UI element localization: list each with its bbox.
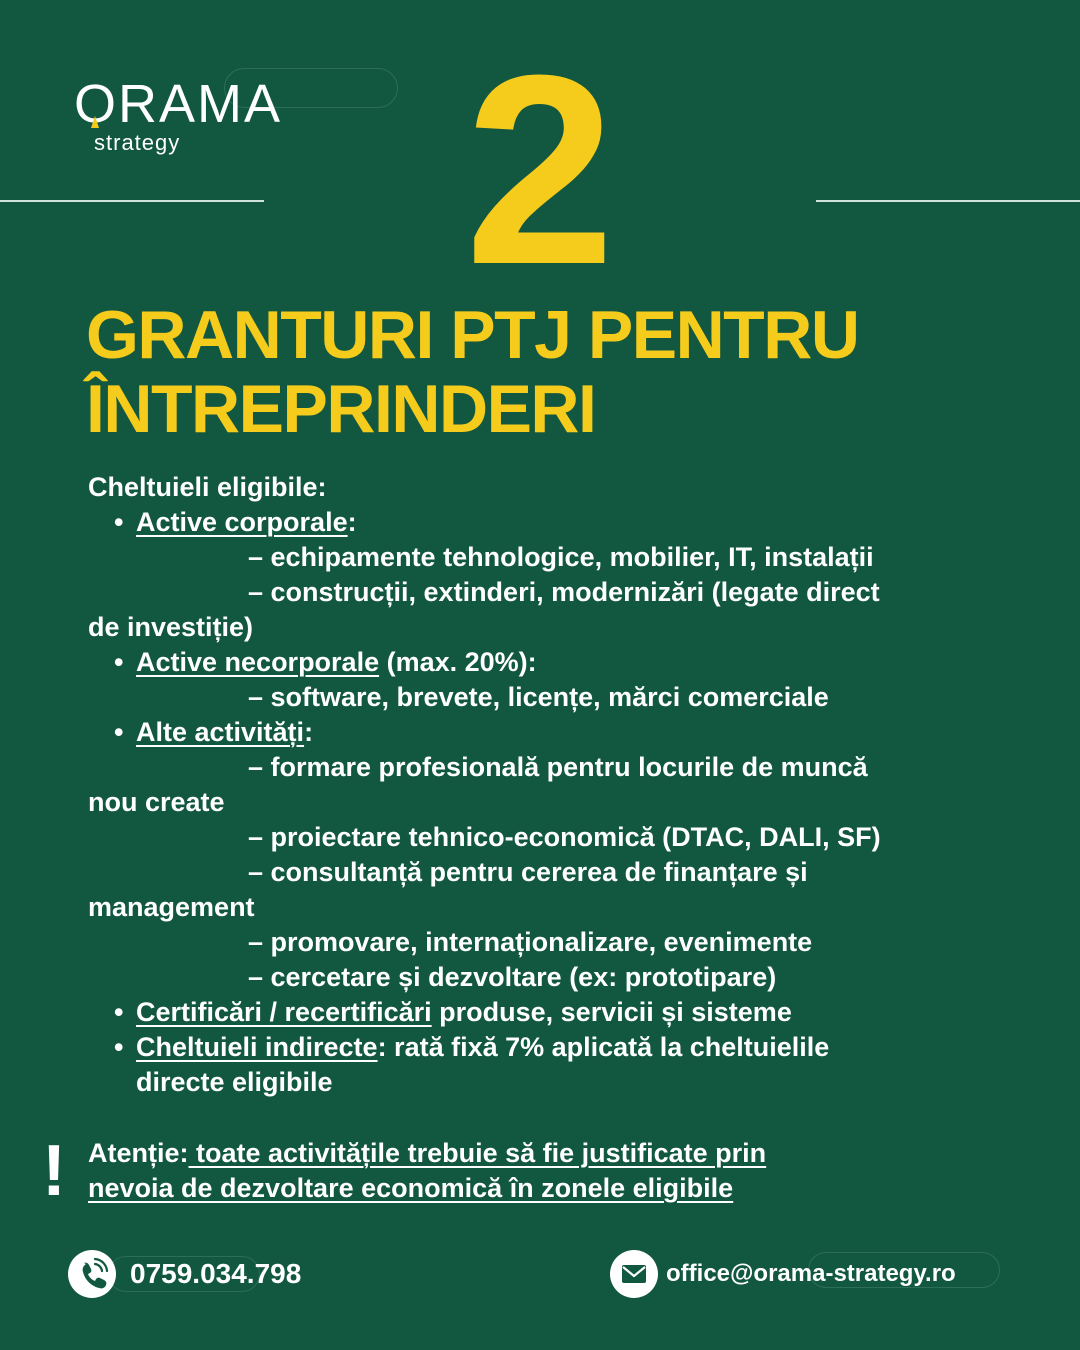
eligible-expenses [88,470,988,1100]
divider-right [816,200,1080,202]
bullet-suffix: : [304,717,314,747]
sub-item: – construcții, extinderi, modernizări (legate direct [248,577,880,607]
logo-subtitle: strategy [94,130,181,155]
list-item-active-corporale [88,505,988,540]
bullet-dot: • [114,507,124,537]
sub-item: – formare profesională pentru locurile de muncă [248,752,868,782]
bullet-label: Active necorporale [136,647,380,677]
sub-item-continuation: management [88,892,255,922]
phone-icon [68,1250,116,1298]
sub-item-continuation: nou create [88,787,225,817]
sub-item: – promovare, internaționalizare, evenimente [248,927,813,957]
bullet-suffix: : rată fixă 7% aplicată la cheltuielile [377,1032,830,1062]
phone-number[interactable]: 0759.034.798 [130,1258,302,1289]
bullet-label: Alte activități [136,717,305,747]
bullet-dot: • [114,647,124,677]
logo-pen-tip-icon [91,116,99,128]
bullet-label: Certificări / recertificări [136,997,432,1027]
sub-item: – echipamente tehnologice, mobilier, IT, instalații [248,542,874,572]
warning-label: Atenție: [88,1138,189,1168]
divider-left [0,200,264,202]
warning-line-1 [88,1136,988,1171]
title-line-1: GRANTURI PTJ PENTRU [86,297,859,373]
list-item-certificari [88,995,988,1030]
slide-number: 2 [464,20,616,321]
list-item-cheltuieli-indirecte [88,1030,988,1065]
title-line-2: ÎNTREPRINDERI [86,371,596,447]
bullet-dot: • [114,997,124,1027]
envelope-icon [610,1250,658,1298]
sub-item: – software, brevete, licențe, mărci comerciale [248,682,829,712]
sub-item: – proiectare tehnico-economică (DTAC, DALI, SF) [248,822,881,852]
logo-word: ORAMA [74,74,283,134]
bullet-suffix: (max. 20%): [379,647,537,677]
bullet-label: Cheltuieli indirecte [136,1032,378,1062]
warning-note [88,1136,988,1206]
bullet-suffix: : [347,507,357,537]
list-item-active-necorporale [88,645,988,680]
bullet-dot: • [114,717,124,747]
warning-text-2: nevoia de dezvoltare economică în zonele eligibile [88,1173,734,1203]
sub-item: – consultanță pentru cererea de finanțare și [248,857,808,887]
expenses-intro: Cheltuieli eligibile: [88,472,327,502]
exclamation-icon: ! [42,1131,66,1211]
bullet-continuation: directe eligibile [136,1067,333,1097]
warning-text-1: toate activitățile trebuie să fie justificate prin [188,1138,767,1168]
brand-logo [74,72,404,162]
sub-item: – cercetare și dezvoltare (ex: prototipare) [248,962,777,992]
bullet-suffix: produse, servicii și sisteme [431,997,792,1027]
page-title [86,298,1046,446]
sub-item-continuation: de investiție) [88,612,254,642]
email-address[interactable]: office@orama-strategy.ro [666,1260,956,1287]
bullet-label: Active corporale [136,507,348,537]
bullet-dot: • [114,1032,124,1062]
list-item-alte-activitati [88,715,988,750]
